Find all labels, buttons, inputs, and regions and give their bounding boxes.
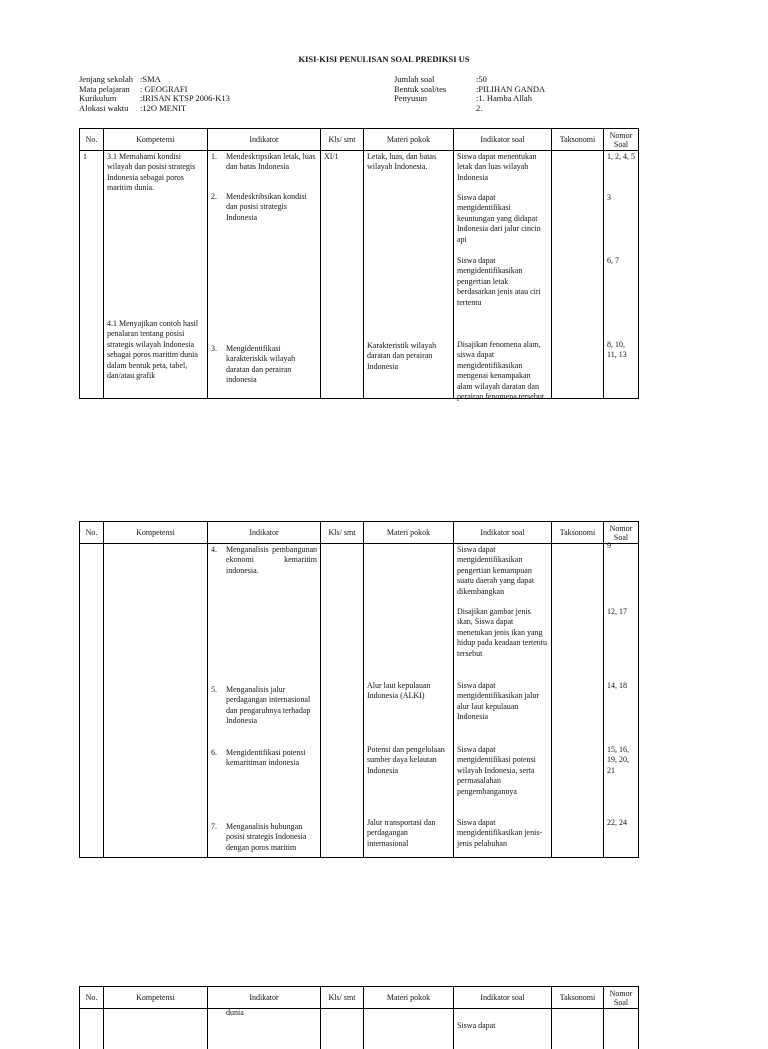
grid-table-1 (79, 128, 639, 402)
nomor-text: 3 (607, 193, 611, 202)
header-no: No. (80, 522, 104, 544)
info-value: :50 (476, 74, 487, 84)
materi-text: Alur laut kepulauan Indonesia (ALKI) (367, 681, 431, 701)
indikator-soal-text: Siswa dapat mengidentifikasi keuntungan yang didapat Indonesia dari jalur cincin api (457, 193, 541, 244)
nomor-text: 1, 2, 4, 5 (607, 152, 635, 161)
cell-materi (364, 151, 454, 399)
materi-text: Potensi dan pengelolaan sumber daya kelautan Indonesia (367, 745, 445, 775)
indikator-number: 5. (211, 685, 217, 694)
info-label: Alokasi waktu (79, 102, 129, 113)
cell-indikator (208, 1009, 321, 1049)
indikator-item (211, 192, 317, 223)
nomor-text: 22, 24 (607, 818, 627, 827)
header-kls: Kls/ smt (321, 522, 364, 544)
info-label: Kurikulum (79, 93, 117, 104)
grid-table-3 (79, 986, 639, 1049)
table-row (80, 151, 639, 399)
header-kompetensi: Kompetensi (104, 522, 208, 544)
nomor-text: 8, 10, 11, 13 (607, 340, 627, 360)
cell-materi (364, 544, 454, 858)
indikator-number: 3. (211, 344, 217, 353)
cell-indikator-soal (454, 544, 552, 858)
indikator-number: 7. (211, 822, 217, 831)
indikator-item (211, 545, 317, 576)
indikator-soal-text: Disajikan fenomena alam, siswa dapat mengidentifikasikan mengenai kenampakan alam wilayah daratan dan perairan fenomena tersebut (457, 340, 545, 402)
info-value: :SMA (140, 74, 161, 84)
nomor-text: 9 (607, 541, 611, 550)
cell-taksonomi (552, 151, 604, 399)
nomor-text: 14, 18 (607, 681, 627, 690)
header-no: No. (80, 129, 104, 151)
cell-kompetensi (104, 151, 208, 399)
indikator-text: Mendeskripsikan letak, luas dan batas Indonesia (226, 152, 316, 172)
cell-kompetensi (104, 544, 208, 858)
indikator-number: 4. (211, 545, 217, 554)
indikator-number: 1. (211, 152, 217, 161)
indikator-text: dunia (226, 1008, 244, 1017)
indikator-soal-text: Siswa dapat mengidentifikasikan pengertian kemampuan suatu daerah yang dapat dikembangkan (457, 545, 535, 596)
header-taksonomi: Taksonomi (552, 129, 604, 151)
header-nomor: Nomor Soal (604, 129, 639, 151)
indikator-item (211, 685, 317, 727)
indikator-item (211, 822, 317, 853)
info-value: :IRISAN KTSP 2006-K13 (140, 93, 230, 104)
kompetensi-text: 3.1 Memahami kondisi wilayah dan posisi strategis Indonesia sebagai poros maritim dunia. (107, 152, 196, 193)
header-indikator: Indikator (208, 522, 321, 544)
header-nomor: Nomor Soal (604, 987, 639, 1009)
kompetensi-text: 4.1 Menyajikan contoh hasil penalaran tentang posisi strategis wilayah Indonesia sebagai poros maritim dunia dalam bentuk peta, tabel, dan/atau grafik (107, 319, 199, 381)
cell-nomor (604, 541, 639, 858)
indikator-soal-text: Siswa dapat mengidentifikasikan jenis-jenis pelabuhan (457, 818, 543, 848)
info-label: Penyusun (394, 93, 428, 104)
indikator-text: Menganalisis hubungan posisi strategis Indonesia dengan poros maritim (226, 822, 307, 852)
cell-no: 1 (80, 151, 104, 399)
right-info (394, 75, 545, 113)
header-materi: Materi pokok (364, 129, 454, 151)
indikator-text: Menganalisis pembangunan ekonomi kemaritim indonesia. (226, 545, 317, 575)
cell-indikator-soal (454, 1009, 552, 1049)
header-materi: Materi pokok (364, 987, 454, 1009)
indikator-soal-text: Siswa dapat mengidentifikasikan jalur alur laut kepulauan Indonesia (457, 681, 539, 722)
cell-indikator (208, 151, 321, 399)
header-kls: Kls/ smt (321, 129, 364, 151)
indikator-text: Mengidentifikasi karakteriskik wilayah daratan dan perairan indonesia (226, 344, 296, 385)
nomor-text: 15, 16, 19, 20, 21 (607, 745, 629, 775)
cell-kls (321, 544, 364, 858)
header-materi: Materi pokok (364, 522, 454, 544)
grid-table-2 (79, 521, 639, 858)
indikator-item (211, 344, 317, 386)
info-value: : GEOGRAFI (140, 83, 188, 94)
indikator-number: 2. (211, 191, 217, 201)
info-label: Jenjang sekolah (79, 74, 134, 84)
header-kompetensi: Kompetensi (104, 987, 208, 1009)
cell-nomor (604, 1009, 639, 1049)
table-row (80, 544, 639, 858)
cell-taksonomi (552, 544, 604, 858)
materi-text: Letak, luas, dan batas wilayah Indonesia. (367, 152, 437, 172)
header-indikator-soal: Indikator soal (454, 987, 552, 1009)
header-indikator-soal: Indikator soal (454, 129, 552, 151)
info-label: Mata pelajaran (79, 83, 130, 94)
cell-nomor (604, 151, 639, 399)
indikator-soal-text: Siswa dapat mengidentifikasikan pengertian letak berdasarkan jenis atau ciri tertentu (457, 256, 541, 307)
header-kls: Kls/ smt (321, 987, 364, 1009)
header-indikator: Indikator (208, 987, 321, 1009)
cell-indikator-soal (454, 151, 552, 402)
table-row (80, 1009, 639, 1049)
cell-no (80, 544, 104, 858)
info-label: Bentuk soal/tes (394, 83, 447, 94)
indikator-number: 6. (211, 748, 217, 757)
info-label: Jumlah soal (394, 74, 435, 84)
info-value: 2. (476, 102, 483, 113)
cell-kompetensi (104, 1009, 208, 1049)
cell-kls: XI/1 (321, 151, 364, 399)
header-kompetensi: Kompetensi (104, 129, 208, 151)
info-value: :12O MENIT (140, 102, 187, 113)
header-no: No. (80, 987, 104, 1009)
header-taksonomi: Taksonomi (552, 987, 604, 1009)
info-value: :PILIHAN GANDA (476, 83, 546, 94)
header-nomor: Nomor Soal (604, 522, 639, 544)
cell-taksonomi (552, 1009, 604, 1049)
header-indikator-soal: Indikator soal (454, 522, 552, 544)
cell-kls (321, 1009, 364, 1049)
indikator-item (211, 152, 317, 173)
header-taksonomi: Taksonomi (552, 522, 604, 544)
cell-indikator (208, 544, 321, 858)
indikator-soal-text: Siswa dapat mengidentifikasi potensi wilayah Indonesia, serta permasalahan pengembangannya (457, 745, 536, 796)
materi-text: Jalur transportasi dan perdagangan internasional (367, 818, 436, 848)
indikator-soal-text: Disajikan gambar jenis ikan, Siswa dapat menetukan jenis ikan yang hidup pada keadaan tertentu tersebut (457, 607, 547, 658)
indikator-text: Mengidentifikasi potensi kemaritiman indonesia (226, 748, 306, 768)
indikator-text: Mendeskribsikan kondisi dan posisi strategis Indonesia (226, 191, 307, 222)
indikator-soal-text: Siswa dapat menentukan letak dan luas wilayah Indonesia (457, 152, 537, 182)
header-indikator: Indikator (208, 129, 321, 151)
document-title: KISI-KISI PENULISAN SOAL PREDIKSI US (298, 54, 470, 64)
indikator-text: Menganalisis jalur perdagangan internasional dan pengaruhnya terhadap Indonesia (226, 685, 311, 726)
cell-no (80, 1009, 104, 1049)
materi-text: Karakteristik wilayah daratan dan perairan Indonesia (367, 341, 437, 371)
nomor-text: 12, 17 (607, 607, 627, 616)
indikator-soal-text: Siswa dapat (457, 1021, 496, 1030)
nomor-text: 6, 7 (607, 256, 619, 265)
info-value: :1. Hamba Allah (476, 93, 532, 104)
left-info (79, 75, 230, 113)
cell-materi (364, 1009, 454, 1049)
indikator-item (211, 748, 317, 769)
